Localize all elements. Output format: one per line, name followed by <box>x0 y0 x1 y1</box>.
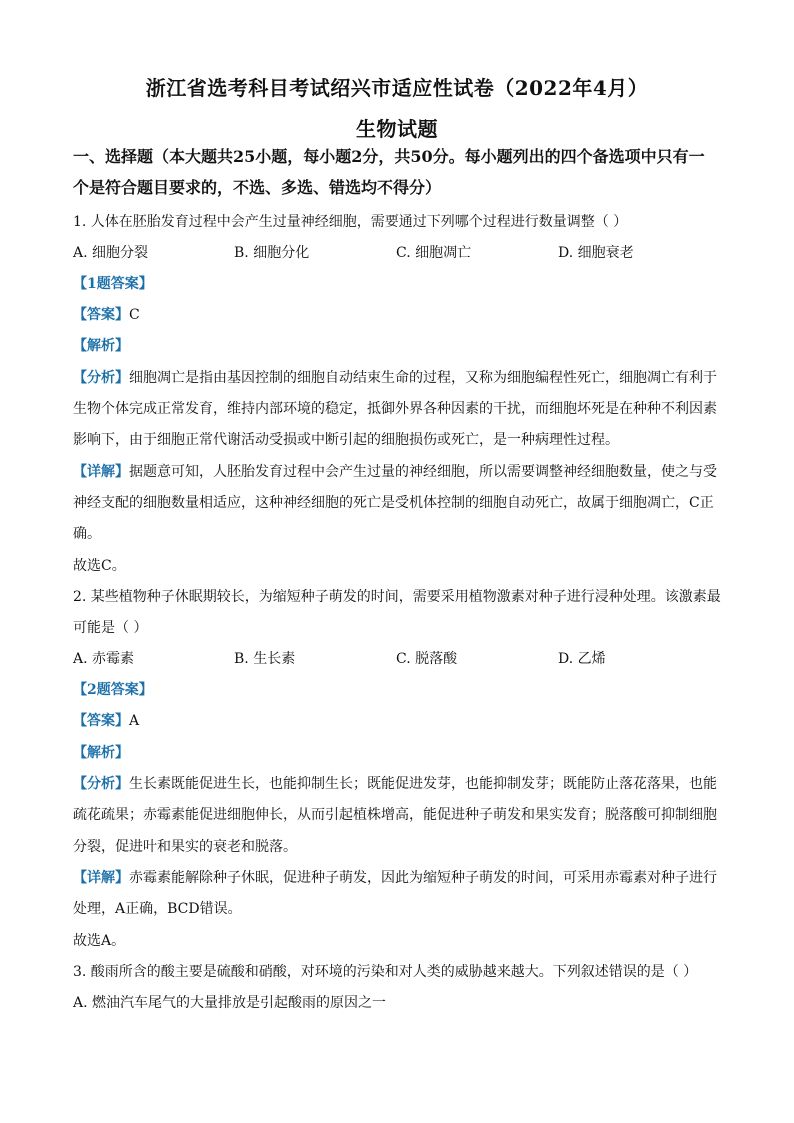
xiangjie-text: 据题意可知，人胚胎发育过程中会产生过量的神经细胞，所以需要调整神经细胞数量，使之与受 <box>129 464 717 480</box>
xiangjie-tag: 【详解】 <box>73 464 129 480</box>
q2-analysis-header: 【解析】 <box>73 745 129 761</box>
xiangjie-tag: 【详解】 <box>73 870 129 886</box>
q1-xiangjie-line-3: 确。 <box>73 526 101 542</box>
q2-answer-header: 【2题答案】 <box>73 682 153 698</box>
q1-option-a: A. 细胞分裂 <box>73 245 149 261</box>
q2-option-c: C. 脱落酸 <box>396 651 458 667</box>
section-heading-line-2: 个是符合题目要求的，不选、多选、错选均不得分） <box>73 178 442 197</box>
q2-stem-line-2: 可能是（ ） <box>73 620 148 636</box>
fenxi-text: 生长素既能促进生长，也能抑制生长；既能促进发芽，也能抑制发芽；既能防止落花落果，也能 <box>129 776 717 792</box>
q1-answer-line <box>73 305 723 325</box>
q1-fenxi-line-3: 影响下，由于细胞正常代谢活动受损或中断引起的细胞损伤或死亡，是一种病理性过程。 <box>73 432 619 448</box>
section-heading-line-1: 一、选择题（本大题共25小题，每小题2分，共50分。每小题列出的四个备选项中只有一 <box>73 147 705 166</box>
q1-option-b: B. 细胞分化 <box>234 245 310 261</box>
fenxi-tag: 【分析】 <box>73 776 129 792</box>
q2-xiangjie-line-1 <box>73 868 723 888</box>
answer-tag: 【答案】 <box>73 713 129 729</box>
answer-value: C <box>129 307 140 323</box>
q2-option-b: B. 生长素 <box>234 651 296 667</box>
answer-value: A <box>129 713 140 729</box>
q2-option-d: D. 乙烯 <box>558 651 606 667</box>
page-subtitle: 生物试题 <box>356 117 438 141</box>
q1-stem: 1. 人体在胚胎发育过程中会产生过量神经细胞，需要通过下列哪个过程进行数量调整（ ） <box>73 214 628 230</box>
xiangjie-text: 赤霉素能解除种子休眠，促进种子萌发，因此为缩短种子萌发的时间，可采用赤霉素对种子进行 <box>129 870 717 886</box>
answer-tag: 【答案】 <box>73 307 129 323</box>
q2-option-a: A. 赤霉素 <box>73 651 135 667</box>
q2-fenxi-line-1 <box>73 774 723 794</box>
q2-fenxi-line-3: 分裂，促进叶和果实的衰老和脱落。 <box>73 839 297 855</box>
q3-stem: 3. 酸雨所含的酸主要是硫酸和硝酸，对环境的污染和对人类的威胁越来越大。下列叙述错误的是（ ） <box>73 964 698 980</box>
q1-xiangjie-line-2: 神经支配的细胞数量相适应，这种神经细胞的死亡是受机体控制的细胞自动死亡，故属于细胞凋亡，C正 <box>73 495 714 511</box>
q2-fenxi-line-2: 疏花疏果；赤霉素能促进细胞伸长，从而引起植株增高，能促进种子萌发和果实发育；脱落酸可抑制细胞 <box>73 807 717 823</box>
q2-xiangjie-line-2: 处理，A正确，BCD错误。 <box>73 901 242 917</box>
q2-stem-line-1: 2. 某些植物种子休眠期较长，为缩短种子萌发的时间，需要采用植物激素对种子进行浸种处理。该激素最 <box>73 589 721 605</box>
q1-fenxi-line-1 <box>73 368 723 388</box>
q1-analysis-header: 【解析】 <box>73 338 129 354</box>
q1-option-c: C. 细胞凋亡 <box>396 245 472 261</box>
page-title: 浙江省选考科目考试绍兴市适应性试卷（2022年4月） <box>145 76 649 100</box>
fenxi-text: 细胞凋亡是指由基因控制的细胞自动结束生命的过程，又称为细胞编程性死亡，细胞凋亡有利于 <box>129 370 717 386</box>
q1-option-d: D. 细胞衰老 <box>558 245 634 261</box>
fenxi-tag: 【分析】 <box>73 370 129 386</box>
q1-xiangjie-line-1 <box>73 462 723 482</box>
q2-answer-line <box>73 711 723 731</box>
q2-conclusion: 故选A。 <box>73 933 126 949</box>
q1-fenxi-line-2: 生物个体完成正常发育，维持内部环境的稳定，抵御外界各种因素的干扰，而细胞坏死是在种种不利因素 <box>73 401 717 417</box>
q1-answer-header: 【1题答案】 <box>73 276 153 292</box>
q1-conclusion: 故选C。 <box>73 558 126 574</box>
q3-option-a: A. 燃油汽车尾气的大量排放是引起酸雨的原因之一 <box>73 995 387 1011</box>
